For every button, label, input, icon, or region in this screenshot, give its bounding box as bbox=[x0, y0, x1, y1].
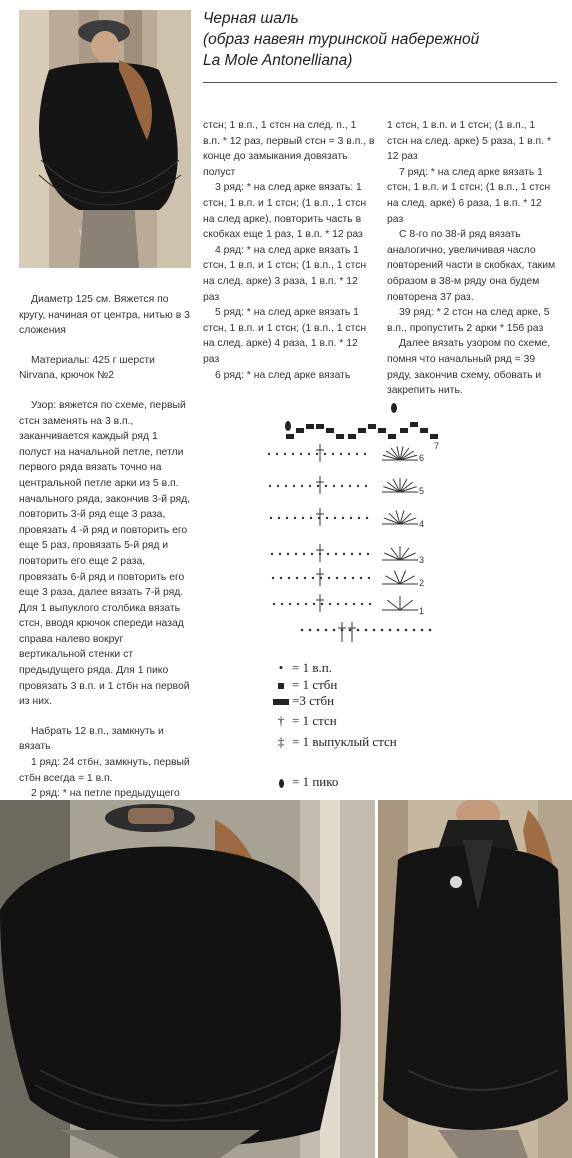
chain-dot bbox=[369, 603, 371, 605]
chain-dot bbox=[365, 485, 367, 487]
chain-dot bbox=[292, 453, 294, 455]
chain-dot bbox=[313, 603, 315, 605]
chain-dot bbox=[405, 629, 408, 632]
picot-icon bbox=[270, 774, 292, 790]
chain-dot bbox=[277, 485, 279, 487]
chain-dot bbox=[340, 453, 342, 455]
chain-dot bbox=[289, 603, 291, 605]
chain-dot bbox=[332, 453, 334, 455]
chain-dot bbox=[325, 485, 327, 487]
row-number-1: 1 bbox=[419, 606, 425, 616]
chain-dot bbox=[350, 517, 352, 519]
legend bbox=[270, 658, 450, 788]
fan-stitch bbox=[387, 600, 400, 610]
chain-dot bbox=[366, 517, 368, 519]
chain-dot bbox=[367, 553, 369, 555]
chain-dot bbox=[276, 453, 278, 455]
chain-dot bbox=[357, 485, 359, 487]
chain-dot bbox=[389, 629, 392, 632]
chain-dot bbox=[312, 577, 314, 579]
cross-stitch-icon: † bbox=[277, 713, 285, 728]
chain-dot bbox=[329, 603, 331, 605]
mid-para-5: 6 ряд: * на след арке вязать bbox=[215, 369, 351, 381]
chain-dot bbox=[344, 577, 346, 579]
chain-dot bbox=[278, 517, 280, 519]
legend-item-dc bbox=[270, 713, 337, 731]
chain-dot bbox=[429, 629, 432, 632]
legend-item-raised-dc bbox=[270, 734, 397, 752]
chain-dot bbox=[326, 517, 328, 519]
chain-dot bbox=[357, 629, 360, 632]
chain-dot bbox=[341, 485, 343, 487]
chain-dot bbox=[284, 453, 286, 455]
chain-dot bbox=[324, 453, 326, 455]
right-column bbox=[387, 118, 557, 399]
top-photo bbox=[19, 10, 191, 268]
bottom-right-photo bbox=[378, 800, 572, 1158]
left-para-1: Диаметр 125 см. Вяжется по кругу, начиная от центра, нитью в 3 сложения bbox=[19, 294, 190, 337]
dot-icon: • bbox=[278, 660, 284, 675]
crochet-chart bbox=[262, 398, 462, 648]
chain-dot bbox=[365, 629, 368, 632]
chain-dot bbox=[309, 485, 311, 487]
legend-item-3sc bbox=[270, 693, 334, 711]
chain-dot bbox=[336, 577, 338, 579]
chain-dot bbox=[325, 629, 328, 632]
left-column bbox=[19, 292, 191, 817]
chain-dot bbox=[353, 603, 355, 605]
row-number-4: 4 bbox=[419, 519, 425, 529]
chain-dot bbox=[286, 517, 288, 519]
chain-dot bbox=[317, 485, 319, 487]
title-line-3: La Mole Antonelliana) bbox=[203, 52, 353, 69]
chain-dot bbox=[305, 603, 307, 605]
left-para-6: 2 ряд: * на петле предыдущего bbox=[31, 788, 180, 800]
chain-dot bbox=[328, 577, 330, 579]
chain-dot bbox=[279, 553, 281, 555]
chain-dot bbox=[397, 629, 400, 632]
chain-dot bbox=[373, 629, 376, 632]
row-number-3: 3 bbox=[419, 555, 425, 565]
chain-dot bbox=[294, 517, 296, 519]
chain-dot bbox=[361, 603, 363, 605]
left-para-5: 1 ряд: 24 стбн, замкнуть, первый стбн всегда = 1 в.п. bbox=[19, 757, 190, 784]
wide-bar-icon bbox=[270, 693, 292, 709]
chain-dot bbox=[368, 577, 370, 579]
chain-dot bbox=[285, 485, 287, 487]
chain-dot bbox=[364, 453, 366, 455]
title-block bbox=[203, 8, 563, 71]
chain-dot bbox=[308, 453, 310, 455]
row-number-7: 7 bbox=[434, 441, 440, 451]
title-line-1: Черная шаль bbox=[203, 10, 299, 27]
mid-para-1: стсн; 1 в.п., 1 стсн на след. п., 1 в.п. * 12 раз, первый стсн = 3 в.п., в конце до замыкания довязать полуст bbox=[203, 120, 375, 178]
row-number-5: 5 bbox=[419, 486, 425, 496]
fan-stitch bbox=[400, 600, 413, 610]
chain-dot bbox=[304, 577, 306, 579]
chain-dot bbox=[288, 577, 290, 579]
chain-dot bbox=[356, 453, 358, 455]
raised-stitch-icon: ‡ bbox=[277, 734, 285, 749]
chain-dot bbox=[321, 603, 323, 605]
chain-dot bbox=[268, 453, 270, 455]
chain-dot bbox=[327, 553, 329, 555]
chain-dot bbox=[296, 577, 298, 579]
chain-dot bbox=[348, 453, 350, 455]
chain-dot bbox=[333, 485, 335, 487]
fan-stitch bbox=[387, 482, 400, 492]
title-line-2: (образ навеян туринской набережной bbox=[203, 31, 480, 48]
chain-dot bbox=[343, 553, 345, 555]
chain-dot bbox=[269, 485, 271, 487]
chain-dot bbox=[413, 629, 416, 632]
chain-dot bbox=[287, 553, 289, 555]
chain-dot bbox=[337, 603, 339, 605]
right-para-1: 1 стсн, 1 в.п. и 1 стсн; (1 в.п., 1 стсн на след. арке) 5 раза, 1 в.п. * 12 раз bbox=[387, 120, 551, 163]
chain-dot bbox=[345, 603, 347, 605]
legend-label-raised-dc: = 1 выпуклый стсн bbox=[292, 734, 397, 749]
chain-dot bbox=[360, 577, 362, 579]
chain-dot bbox=[273, 603, 275, 605]
legend-label-dc: = 1 стсн bbox=[292, 713, 337, 728]
chain-dot bbox=[359, 553, 361, 555]
chain-dot bbox=[300, 453, 302, 455]
chain-dot bbox=[352, 577, 354, 579]
chain-dot bbox=[301, 629, 304, 632]
legend-label-3sc: =3 стбн bbox=[292, 693, 335, 708]
chain-dot bbox=[311, 553, 313, 555]
chain-dot bbox=[295, 553, 297, 555]
chain-dot bbox=[317, 629, 320, 632]
chain-dot bbox=[293, 485, 295, 487]
chain-dot bbox=[349, 629, 352, 632]
middle-column bbox=[203, 118, 375, 383]
chain-dot bbox=[310, 517, 312, 519]
mid-para-4: 5 ряд: * на след арке вязать 1 стсн, 1 в.п. и 1 стсн; (1 в.п., 1 стсн на след. арке) 4 раза, 1 в.п. * 12 раз bbox=[203, 307, 367, 365]
legend-item-picot bbox=[270, 774, 338, 792]
chain-dot bbox=[302, 517, 304, 519]
legend-label-picot: = 1 пико bbox=[292, 774, 339, 789]
legend-label-sc: = 1 стбн bbox=[292, 677, 338, 692]
chain-dot bbox=[342, 517, 344, 519]
right-para-5: Далее вязать узором по схеме, помня что начальный ряд = 39 ряду, закончив схему, обовать и закрепить нить. bbox=[387, 338, 551, 397]
chain-dot bbox=[333, 629, 336, 632]
chain-dot bbox=[271, 553, 273, 555]
chart-drawing bbox=[262, 398, 462, 648]
chain-dot bbox=[381, 629, 384, 632]
mid-para-2: 3 ряд: * на след арке вязать: 1 стсн, 1 в.п. и 1 стсн; (1 в.п., 1 стсн на след арке), повторить часть в скобках еще 1 раз, 1 в.п. * 12 раз bbox=[203, 182, 367, 241]
chain-dot bbox=[334, 517, 336, 519]
chain-dot bbox=[351, 553, 353, 555]
chain-dot bbox=[270, 517, 272, 519]
row-number-6: 6 bbox=[419, 453, 425, 463]
chain-dot bbox=[272, 577, 274, 579]
legend-item-chain bbox=[270, 660, 332, 678]
right-para-3: С 8-го по 38-й ряд вязать аналогично, увеличивая часло повторений части в скобках, таким образом в 38-м ряду она будем повторена 37 раз. bbox=[387, 229, 556, 303]
chain-dot bbox=[303, 553, 305, 555]
small-bar-icon bbox=[270, 677, 292, 693]
chain-dot bbox=[281, 603, 283, 605]
title-rule bbox=[203, 82, 557, 83]
left-para-4: Набрать 12 в.п., замкнуть и вязать bbox=[19, 725, 164, 753]
chain-dot bbox=[421, 629, 424, 632]
chain-dot bbox=[335, 553, 337, 555]
right-para-2: 7 ряд: * на след арке вязать 1 стсн, 1 в.п. и 1 стсн; (1 в.п., 1 стсн на след. арке) 6 раза, 1 в.п. * 12 раз bbox=[387, 166, 551, 225]
bottom-left-photo bbox=[0, 800, 375, 1158]
left-para-2: Материалы: 425 г шерсти Nirvana, крючок №2 bbox=[19, 354, 155, 382]
mid-para-3: 4 ряд: * на след арке вязать 1 стсн, 1 в.п. и 1 стсн; (1 в.п., 1 стсн на след. арке) 3 раза, 1 в.п. * 12 раз bbox=[203, 244, 367, 303]
right-para-4: 39 ряд: * 2 стсн на след арке, 5 в.п., пропустить 2 арки * 156 раз bbox=[387, 307, 550, 334]
chain-dot bbox=[316, 453, 318, 455]
legend-label-chain: = 1 в.п. bbox=[292, 660, 332, 675]
row-number-2: 2 bbox=[419, 578, 425, 588]
left-para-3: Узор: вяжется по схеме, первый стсн заменять на 3 в.п., заканчивается каждый ряд 1 полуст на начальной петле, петли первого ряда вязать точно на центральной петле арки из 5 в.п. начального ряда, закончив 3-й ряд, повторить 3-й ряд еще 3 раза, провязать 4 -й ряд и повторить его еще 5 раз, провязать 5-й ряд и повторить его еще 2 раза, провязать 6-й ряд и повторить его еще 3 раза, далее вязать 7-й ряд. Для 1 выпуклого столбика вязать стсн, вводя крючок спереди назад справа налево вокруг вертикальной стенки ст предыдущего ряда. Для 1 пико провязать 3 в.п. и 1 стбн на первой из них. bbox=[19, 399, 191, 708]
chain-dot bbox=[309, 629, 312, 632]
chain-dot bbox=[358, 517, 360, 519]
chain-dot bbox=[301, 485, 303, 487]
chain-dot bbox=[349, 485, 351, 487]
chain-dot bbox=[280, 577, 282, 579]
fan-stitch bbox=[400, 482, 413, 492]
chain-dot bbox=[297, 603, 299, 605]
